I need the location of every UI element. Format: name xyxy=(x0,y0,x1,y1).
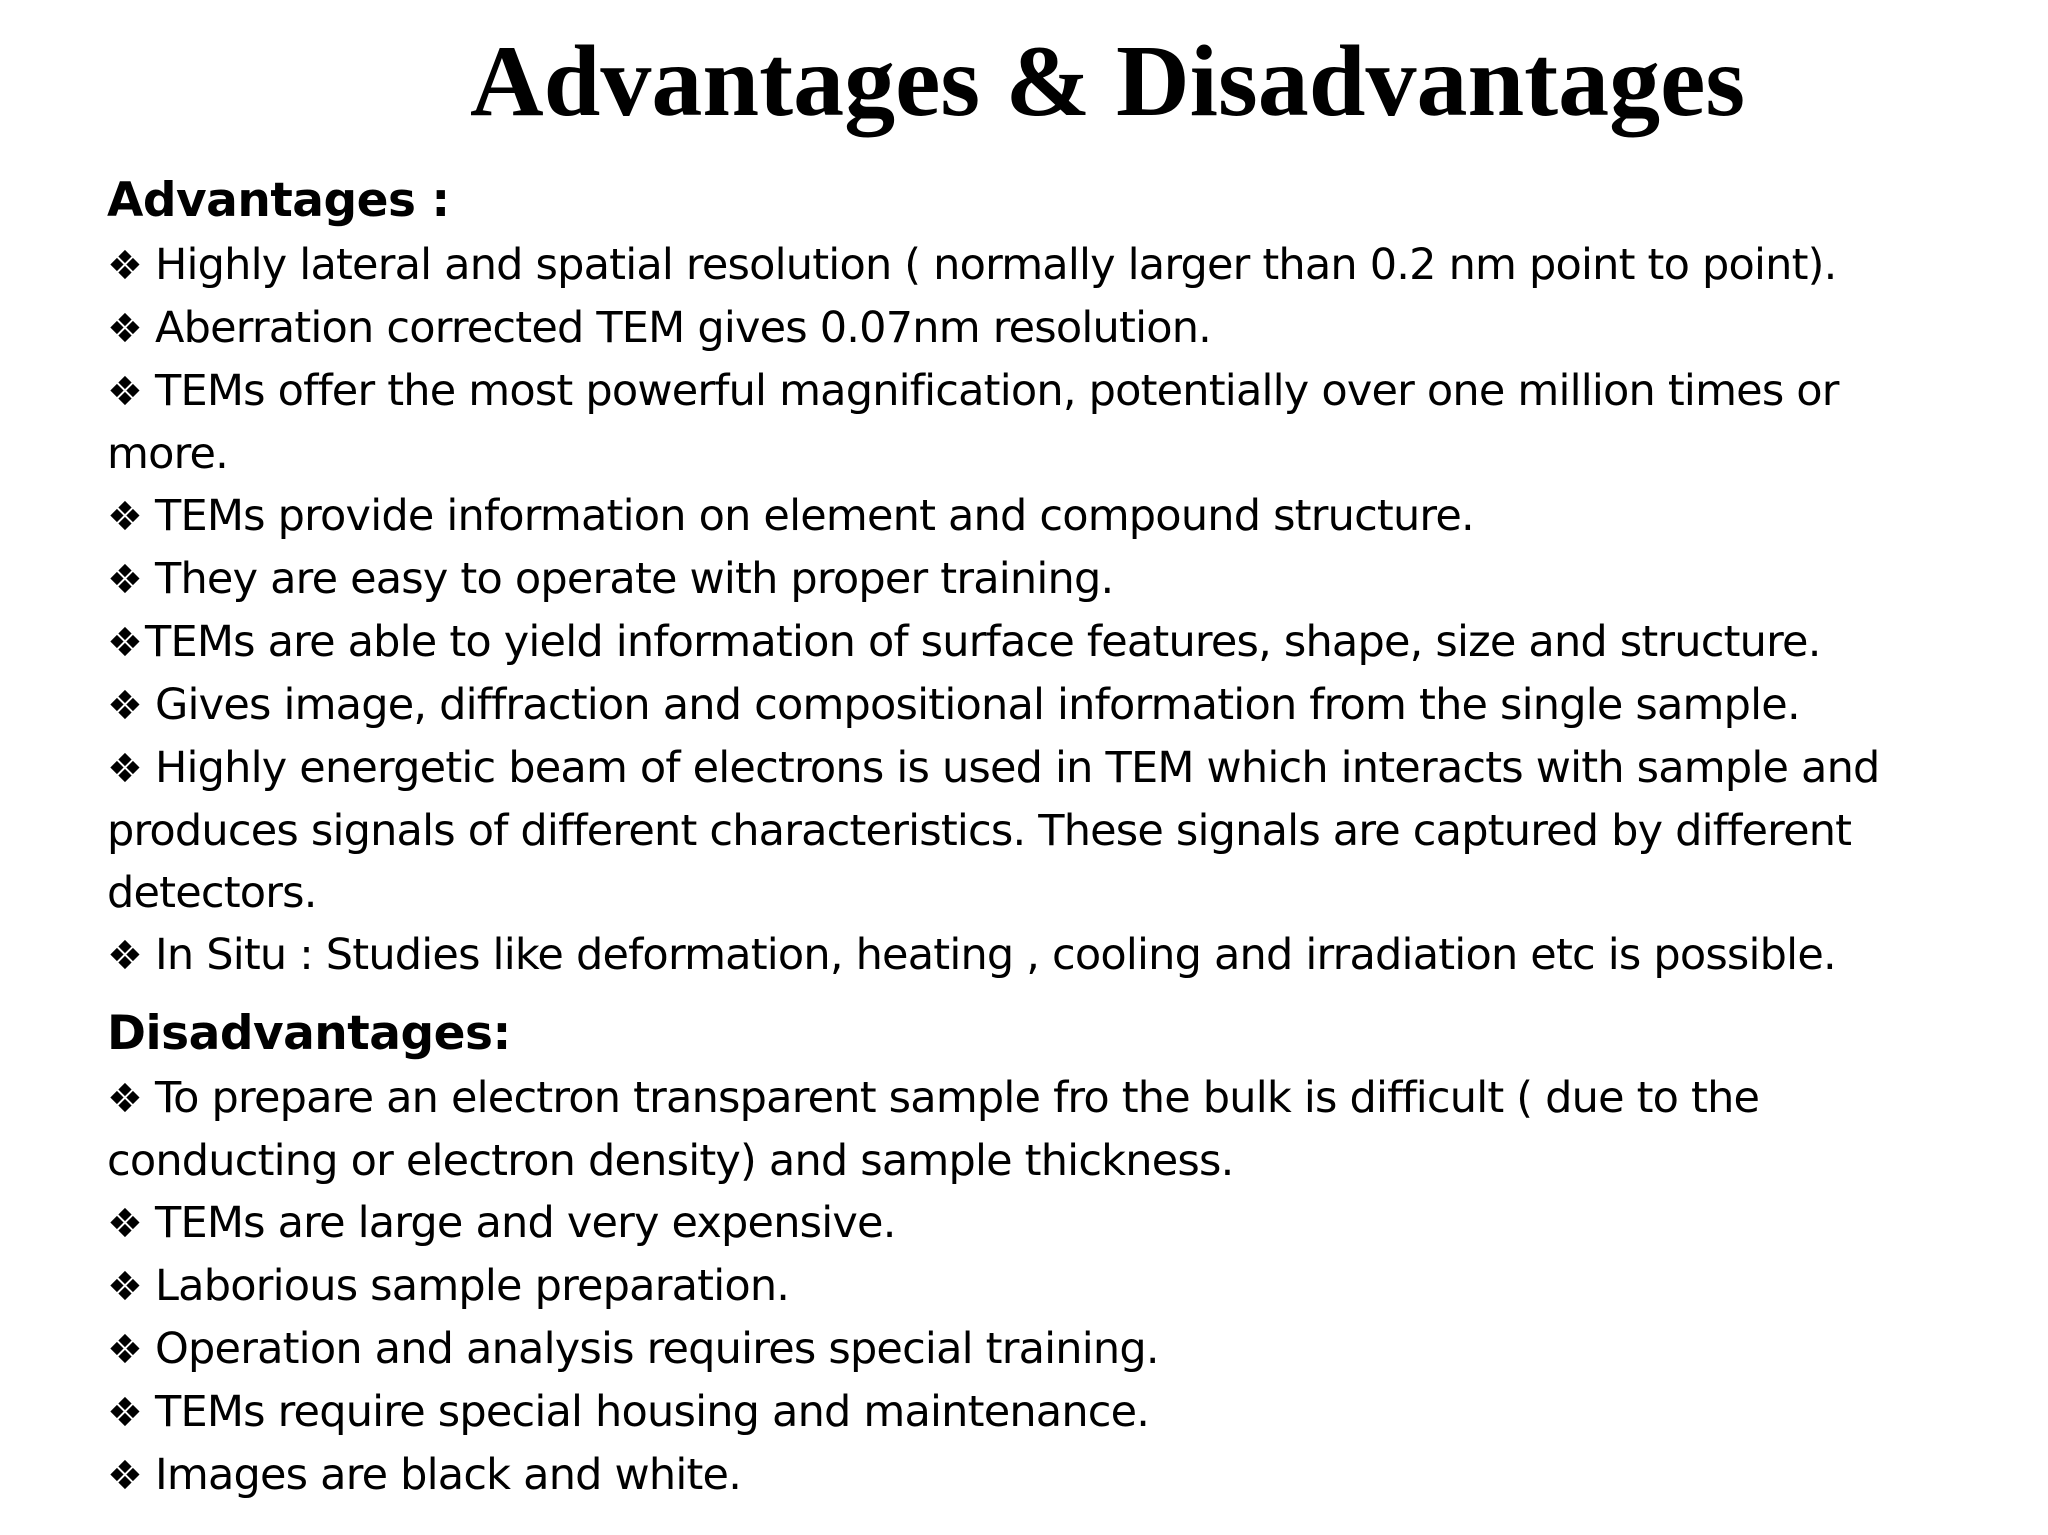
list-item-text: TEMs offer the most powerful magnification, potentially over one million times or more. xyxy=(107,366,1839,479)
page-title: Advantages & Disadvantages xyxy=(470,25,1746,138)
diamond-bullet-icon: ❖ xyxy=(107,746,143,792)
diamond-bullet-icon: ❖ xyxy=(107,1201,143,1247)
list-item xyxy=(107,611,1937,674)
slide-content xyxy=(107,168,1937,1507)
disadvantages-heading: Disadvantages: xyxy=(107,1006,511,1061)
diamond-bullet-icon: ❖ xyxy=(107,557,143,603)
list-item-text: Highly lateral and spatial resolution ( normally larger than 0.2 nm point to point). xyxy=(155,240,1837,290)
diamond-bullet-icon: ❖ xyxy=(107,683,143,729)
diamond-bullet-icon: ❖ xyxy=(107,933,143,979)
diamond-bullet-icon: ❖ xyxy=(107,243,143,289)
list-item xyxy=(107,485,1937,548)
advantages-heading: Advantages : xyxy=(107,173,450,228)
list-item xyxy=(107,360,1937,485)
list-item-text: Aberration corrected TEM gives 0.07nm resolution. xyxy=(155,303,1212,353)
diamond-bullet-icon: ❖ xyxy=(107,369,143,415)
diamond-bullet-icon: ❖ xyxy=(107,494,143,540)
list-item-text: TEMs are large and very expensive. xyxy=(155,1198,896,1248)
list-item xyxy=(107,1255,1937,1318)
list-item xyxy=(107,674,1937,737)
diamond-bullet-icon: ❖ xyxy=(107,1453,143,1499)
diamond-bullet-icon: ❖ xyxy=(107,306,143,352)
list-item-text: Operation and analysis requires special training. xyxy=(155,1324,1159,1374)
list-item-text: Gives image, diffraction and compositional information from the single sample. xyxy=(155,680,1800,730)
list-item-text: In Situ : Studies like deformation, heating , cooling and irradiation etc is possible. xyxy=(155,930,1836,980)
list-item xyxy=(107,548,1937,611)
list-item xyxy=(107,1067,1937,1192)
diamond-bullet-icon: ❖ xyxy=(107,1264,143,1310)
list-item xyxy=(107,737,1937,924)
list-item-text: Laborious sample preparation. xyxy=(155,1261,790,1311)
list-item xyxy=(107,1318,1937,1381)
diamond-bullet-icon: ❖ xyxy=(107,1076,143,1122)
list-item-text: Highly energetic beam of electrons is used in TEM which interacts with sample and produces signals of different characteristics. These signals are captured by different detectors. xyxy=(107,743,1880,918)
list-item xyxy=(107,1381,1937,1444)
list-item-text: To prepare an electron transparent sample fro the bulk is difficult ( due to the conducting or electron density) and sample thickness. xyxy=(107,1073,1760,1186)
list-item-text: TEMs require special housing and maintenance. xyxy=(155,1387,1150,1437)
list-item xyxy=(107,924,1937,987)
list-item-text: TEMs are able to yield information of surface features, shape, size and structure. xyxy=(145,617,1821,667)
list-item xyxy=(107,234,1937,297)
list-item xyxy=(107,1192,1937,1255)
diamond-bullet-icon: ❖ xyxy=(107,1327,143,1373)
diamond-bullet-icon: ❖ xyxy=(107,620,143,666)
list-item xyxy=(107,1444,1937,1507)
list-item-text: They are easy to operate with proper training. xyxy=(155,554,1114,604)
list-item-text: Images are black and white. xyxy=(155,1450,742,1500)
list-item-text: TEMs provide information on element and compound structure. xyxy=(155,491,1474,541)
list-item xyxy=(107,297,1937,360)
diamond-bullet-icon: ❖ xyxy=(107,1390,143,1436)
